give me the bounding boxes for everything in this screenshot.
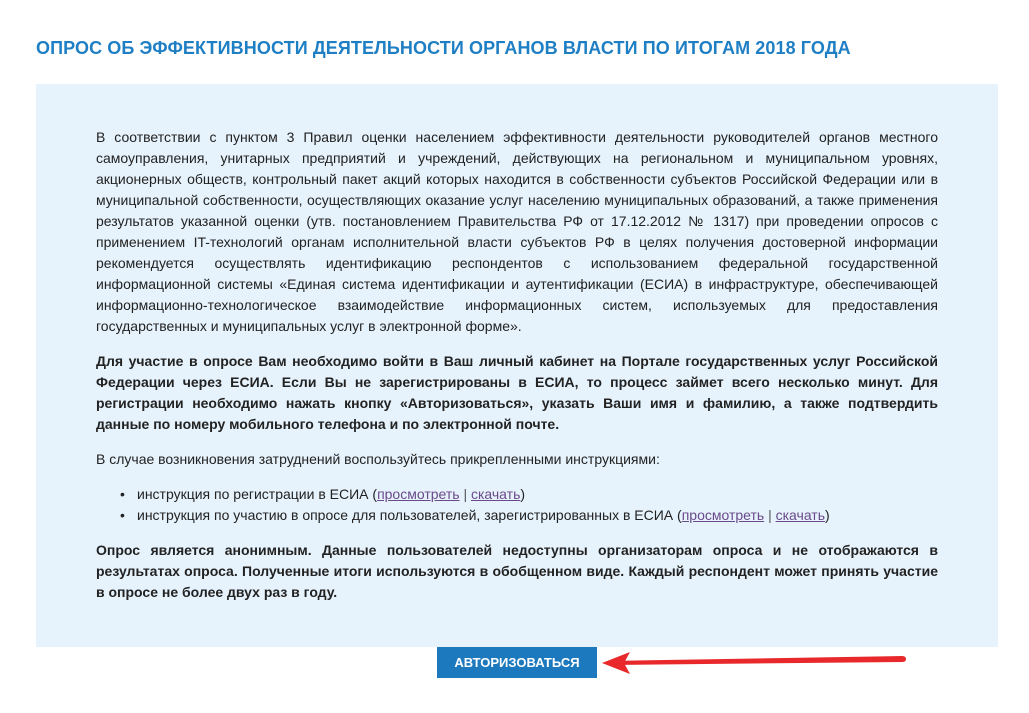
instruction-text: инструкция по участию в опросе для пользователей, зарегистрированных в ЕСИА — [137, 507, 674, 523]
view-participation-link[interactable]: просмотреть — [681, 507, 765, 523]
download-registration-link[interactable]: скачать — [470, 486, 521, 502]
list-item — [120, 505, 938, 526]
authorize-button[interactable]: АВТОРИЗОВАТЬСЯ — [437, 647, 597, 678]
anonymity-notice: Опрос является анонимным. Данные пользователей недоступны организаторам опроса и не отображаются в результатах опроса. Полученные итоги используются в обобщенном виде. Каждый респондент может принять участие в опросе не более двух раз в году. — [96, 542, 938, 600]
login-notice: Для участие в опросе Вам необходимо войти в Ваш личный кабинет на Портале государственных услуг Российской Федерации через ЕСИА. Если Вы не зарегистрированы в ЕСИА, то процесс займет всего несколько минут. Для регистрации необходимо нажать кнопку «Авторизоваться», указать Ваши имя и фамилию, а также подтвердить данные по номеру мобильного телефона и по электронной почте. — [96, 353, 938, 432]
list-item — [120, 484, 938, 505]
arrow-left-icon — [600, 648, 910, 678]
open-paren: ( — [372, 486, 378, 502]
view-registration-link[interactable]: просмотреть — [377, 486, 460, 502]
intro-paragraph: В соответствии с пунктом 3 Правил оценки населением эффективности деятельности руководителей органов местного самоуправления, унитарных предприятий и учреждений, действующих на региональном и муниципальном уровнях, акционерных обществ, контрольный пакет акций которых находится в собственности субъектов Российской Федерации или в муниципальной собственности, осуществляющих оказание услуг населению муниципальных образований, а также применения результатов указанной оценки (утв. постановлением Правительства РФ от 17.12.2012 № 1317) при проведении опросов с применением IT-технологий органам исполнительной власти субъектов РФ в целях получения достоверной информации рекомендуется осуществлять идентификацию респондентов с использованием федеральной государственной информационной системы «Единая система идентификации и аутентификации (ЕСИА) в инфраструктуре, обеспечивающей информационно-технологическое взаимодействие информационных систем, используемых для предоставления государственных и муниципальных услуг в электронной форме». — [96, 129, 938, 334]
close-paren: ) — [825, 507, 830, 523]
help-text: В случае возникновения затруднений воспользуйтесь прикрепленными инструкциями: — [96, 451, 660, 467]
bullet: • — [120, 507, 125, 523]
download-participation-link[interactable]: скачать — [775, 507, 826, 523]
page-title: ОПРОС ОБ ЭФФЕКТИВНОСТИ ДЕЯТЕЛЬНОСТИ ОРГАНОВ ВЛАСТИ ПО ИТОГАМ 2018 ГОДА — [36, 38, 851, 58]
instructions-list — [96, 484, 938, 526]
bullet: • — [120, 486, 125, 502]
info-panel — [36, 84, 998, 647]
link-separator: | — [768, 507, 772, 523]
open-paren: ( — [677, 507, 682, 523]
instruction-text: инструкция по регистрации в ЕСИА — [137, 486, 369, 502]
link-separator: | — [463, 486, 468, 502]
close-paren: ) — [520, 486, 526, 502]
